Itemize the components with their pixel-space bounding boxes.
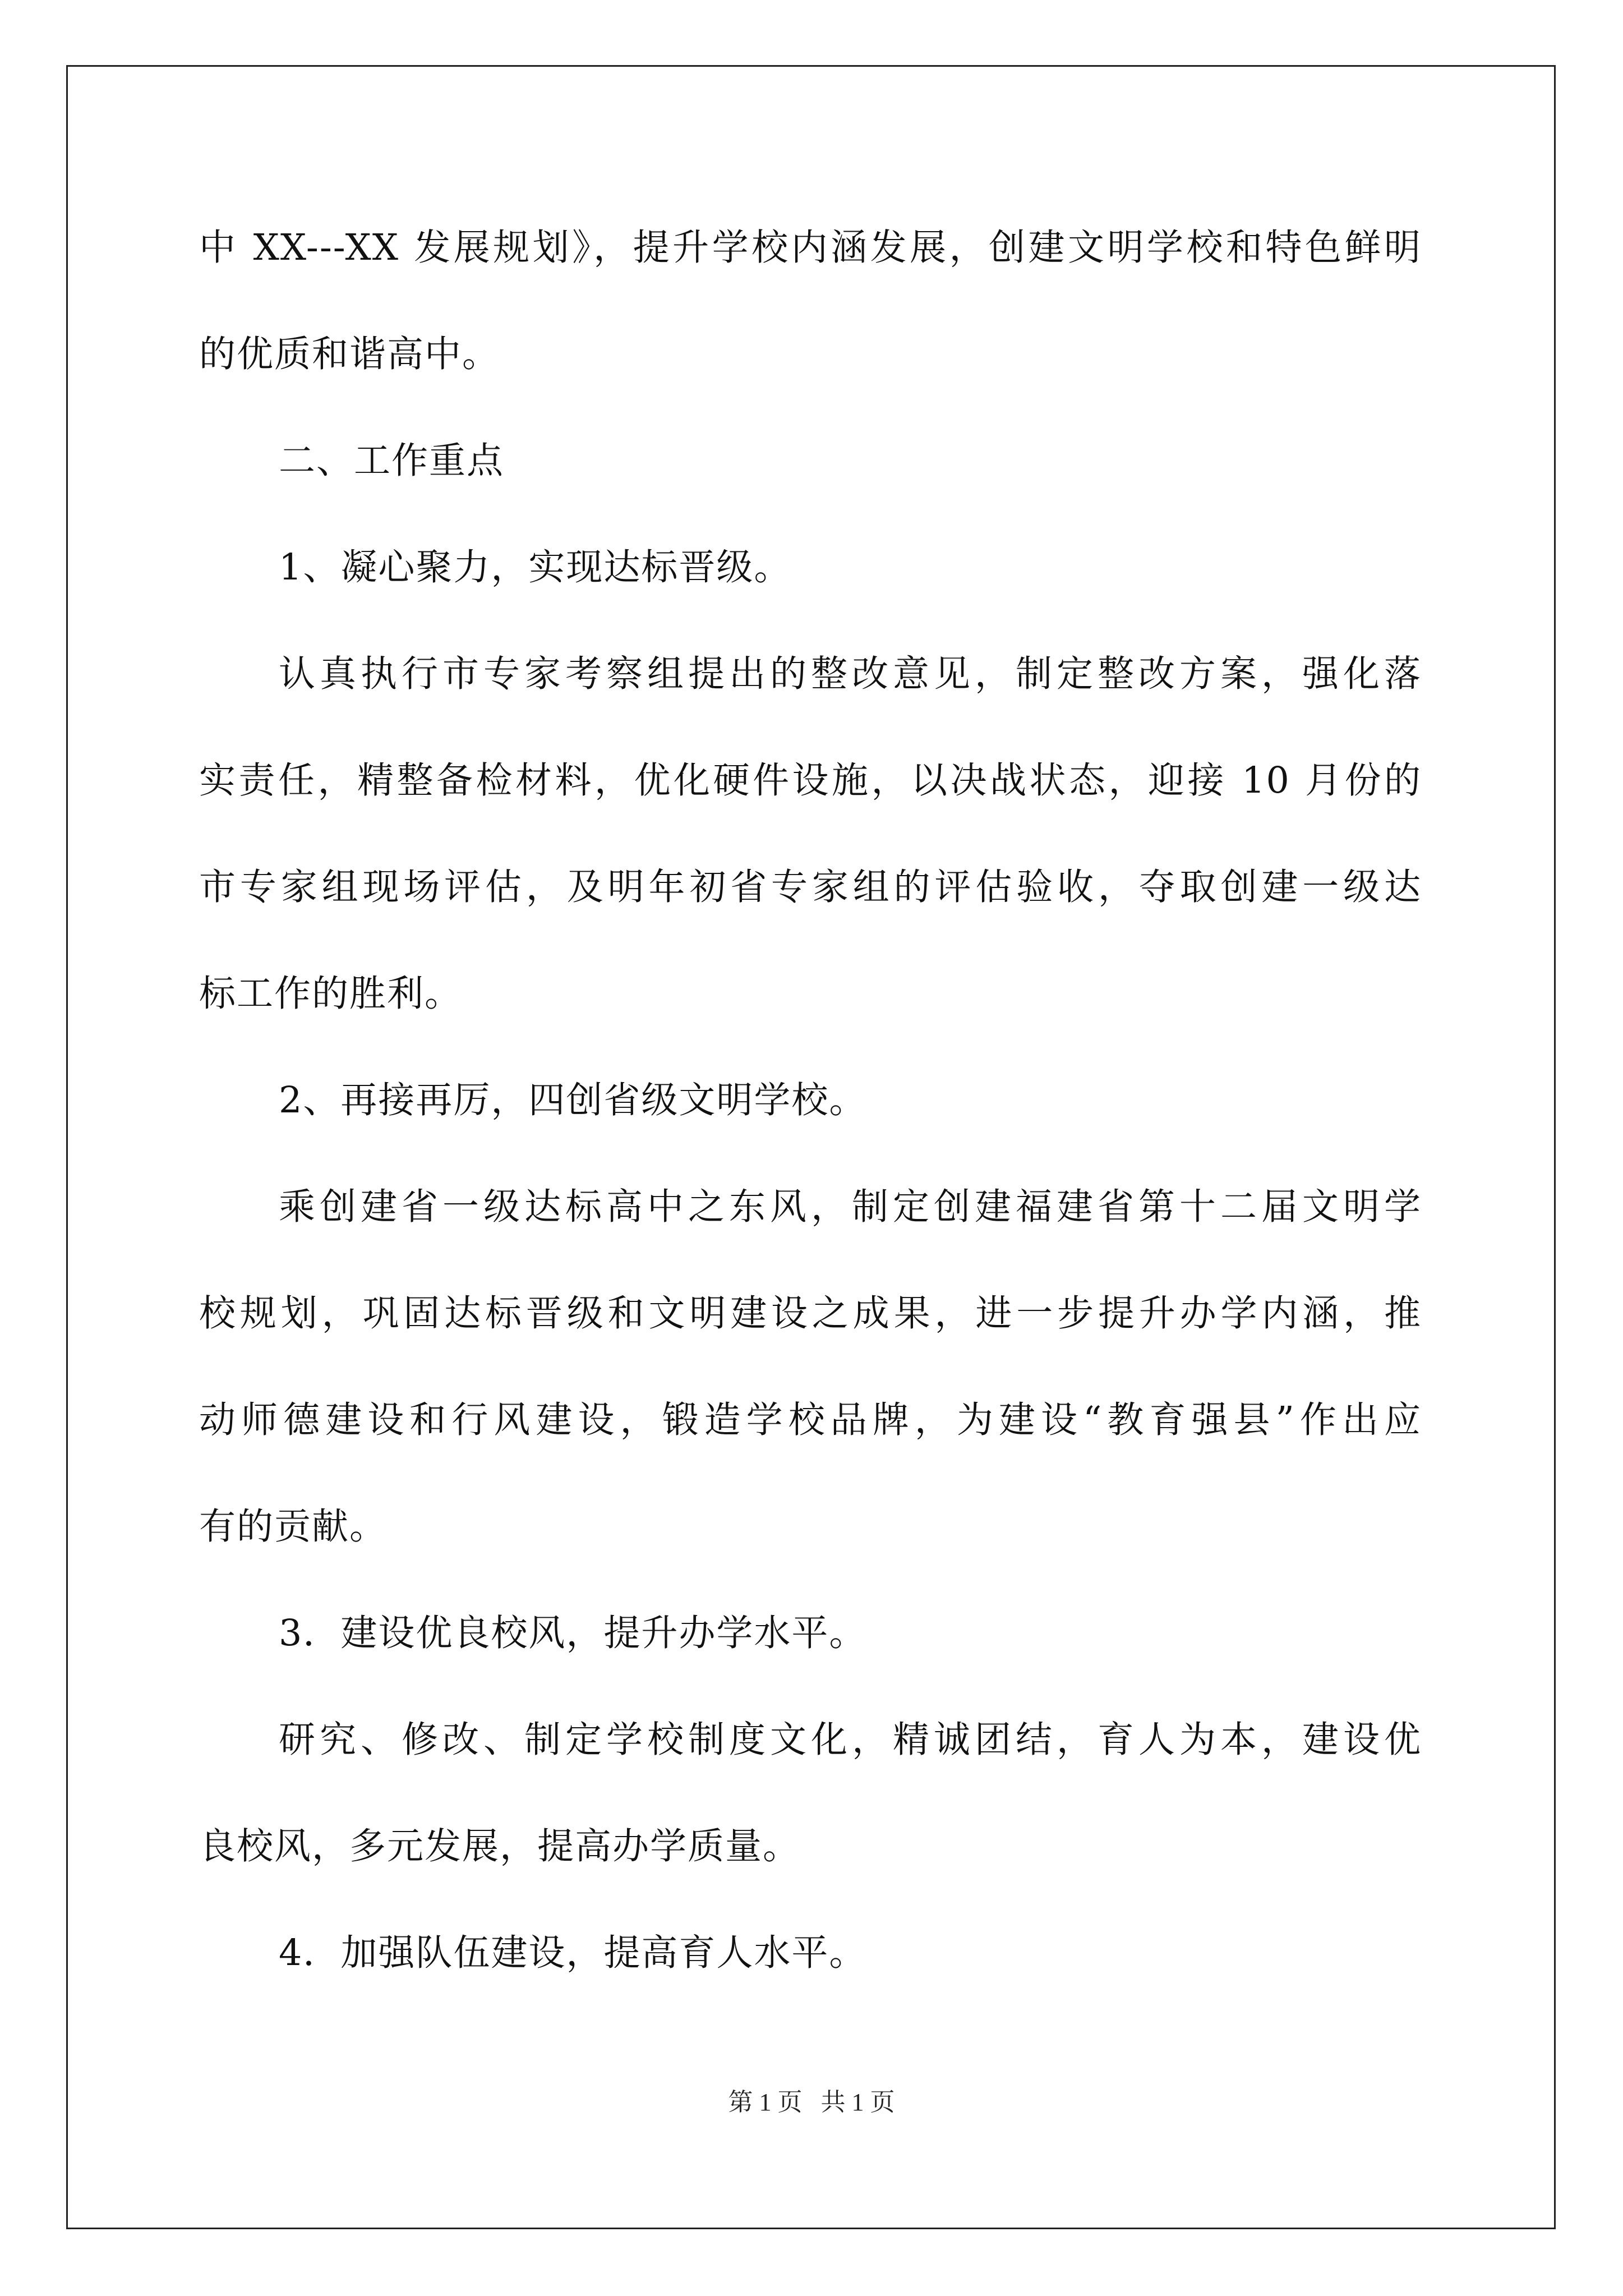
paragraph-line: 中 XX---XX 发展规划》，提升学校内涵发展，创建文明学校和特色鲜明	[199, 227, 1422, 269]
item-heading: 3．建设优良校风，提升办学水平。	[279, 1612, 867, 1654]
paragraph-line: 的优质和谐高中。	[199, 333, 500, 375]
section-heading: 二、工作重点	[279, 440, 505, 482]
page-border	[66, 65, 1556, 2229]
page-footer	[0, 2086, 1623, 2119]
item-heading: 1、凝心聚力，实现达标晋级。	[279, 546, 792, 588]
paragraph-line: 有的贡献。	[199, 1506, 388, 1548]
item-heading: 4．加强队伍建设，提高育人水平。	[279, 1932, 867, 1974]
paragraph-line: 认真执行市专家考察组提出的整改意见，制定整改方案，强化落	[279, 653, 1422, 695]
paragraph-line: 动师德建设和行风建设，锻造学校品牌，为建设“教育强县”作出应	[199, 1399, 1422, 1441]
paragraph-line: 实责任，精整备检材料，优化硬件设施，以决战状态，迎接 10 月份的	[199, 760, 1422, 802]
paragraph-line: 市专家组现场评估，及明年初省专家组的评估验收，夺取创建一级达	[199, 866, 1422, 908]
paragraph-line: 乘创建省一级达标高中之东风，制定创建福建省第十二届文明学	[279, 1186, 1422, 1228]
paragraph-line: 研究、修改、制定学校制度文化，精诚团结，育人为本，建设优	[279, 1719, 1422, 1761]
paragraph-line: 标工作的胜利。	[199, 973, 463, 1015]
page-number: 第 1 页 共 1 页	[728, 2088, 895, 2116]
paragraph-line: 校规划，巩固达标晋级和文明建设之成果，进一步提升办学内涵，推	[199, 1292, 1422, 1335]
item-heading: 2、再接再厉，四创省级文明学校。	[279, 1079, 867, 1121]
paragraph-line: 良校风，多元发展，提高办学质量。	[199, 1825, 801, 1867]
